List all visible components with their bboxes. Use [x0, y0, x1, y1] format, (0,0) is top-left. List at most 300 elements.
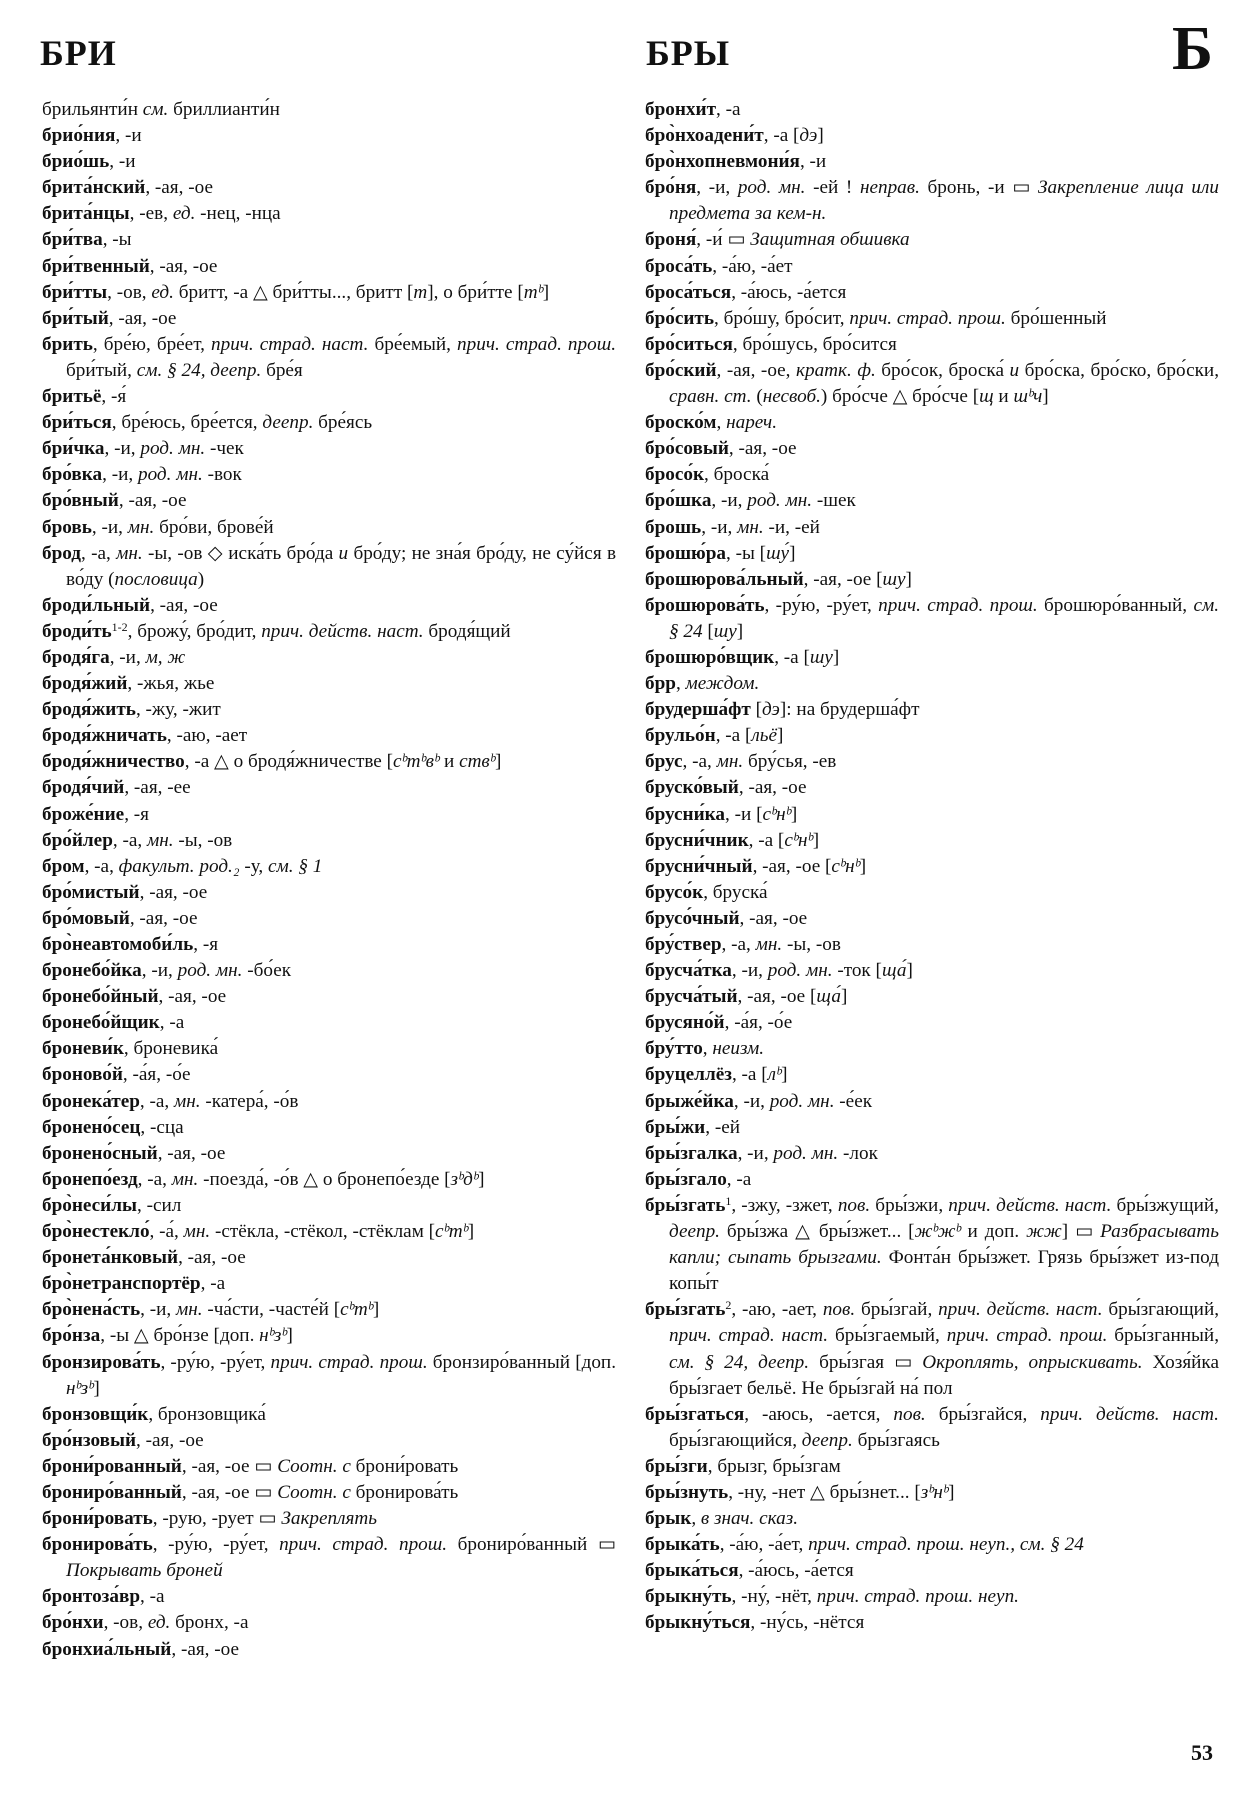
entry-text: , -и, [109, 646, 146, 668]
entry-text: , -ая, -ое [171, 1638, 239, 1660]
entry-text: бриллианти́н [168, 99, 280, 120]
dictionary-entry [42, 1323, 616, 1349]
grammar-note: сравн. ст. [669, 386, 752, 408]
dictionary-entry [645, 306, 1219, 332]
dictionary-entry [645, 567, 1219, 593]
dictionary-entry [42, 306, 616, 332]
entry-text: , -а [159, 1012, 185, 1034]
entry-text: -шек [812, 490, 856, 512]
headword: бродя́жничество [42, 751, 185, 773]
entry-text: -лок [838, 1142, 878, 1164]
headword: бры́згало [645, 1168, 727, 1190]
dictionary-entry [645, 1297, 1219, 1401]
entry-text: бро́ви, брове́й [154, 516, 274, 538]
entry-text: ]: на брудерша́фт [779, 699, 920, 721]
entry-text: , -я [124, 803, 149, 825]
headword: бродя́жить [42, 699, 136, 721]
grammar-note: деепр. [801, 1429, 853, 1451]
headword: брошюрова́льный [645, 568, 804, 590]
grammar-note: cᵇmᵇ [340, 1299, 373, 1321]
entry-text: , -рую, -рует ▭ [152, 1508, 282, 1530]
entry-text: -бо́ек [242, 960, 292, 982]
headword: бри́тый [42, 307, 109, 329]
dictionary-entry [645, 97, 1219, 123]
entry-text: , -ая, -ое [ [803, 568, 883, 590]
dictionary-entry [645, 749, 1219, 775]
dictionary-entry [645, 1115, 1219, 1141]
entry-text: , -я́ [101, 386, 127, 408]
dictionary-entry [42, 332, 616, 384]
right-column [645, 97, 1219, 1637]
running-head-right: БРЫ [646, 33, 731, 73]
page-number: 53 [1191, 1740, 1213, 1765]
grammar-note: мн. [146, 829, 174, 851]
grammar-note: мн. [116, 542, 143, 564]
entry-text: ] [93, 1377, 100, 1399]
entry-text: ] [286, 1325, 293, 1347]
headword: брыка́ться [645, 1560, 739, 1582]
entry-text: , -ая, -ое ▭ [181, 1455, 278, 1477]
headword: брошюро́вщик [645, 646, 775, 668]
entry-text: -ы, -ов ◇ иска́ть бро́да [142, 542, 339, 564]
entry-text: , -а [ [748, 829, 785, 851]
entry-text: , -ну́сь, -нётся [750, 1612, 865, 1634]
entry-text: , -а [726, 1168, 752, 1190]
headword: бронебо́йный [42, 986, 159, 1008]
entry-text: , -а [140, 1586, 165, 1608]
headword: бри́чка [42, 438, 105, 460]
dictionary-entry [42, 671, 616, 697]
entry-text: , -ов, [107, 281, 152, 303]
grammar-note: лᵇ [767, 1064, 782, 1086]
section-letter: Б [1172, 15, 1213, 83]
headword: бром [42, 855, 85, 877]
grammar-note: прич. действ. наст. [261, 620, 424, 642]
entry-text: ] [906, 960, 913, 982]
entry-text: ] [467, 1221, 475, 1243]
entry-text: -ы, -ов [173, 829, 233, 851]
entry-text: , -и, [141, 960, 178, 982]
dictionary-entry [42, 97, 616, 123]
grammar-note: ствᵇ [459, 751, 495, 773]
headword: бро́мистый [42, 881, 140, 903]
headword: бруцеллёз [645, 1064, 732, 1086]
entry-text: , броневика́ [123, 1038, 219, 1060]
entry-text: , -и [115, 125, 142, 147]
dictionary-entry [645, 906, 1219, 932]
entry-text: , бруска́ [703, 881, 768, 903]
dictionary-entry [42, 1115, 616, 1141]
dictionary-entry [42, 1089, 616, 1115]
entry-text: бре́ясь [313, 412, 373, 434]
entry-text: ] [781, 1064, 788, 1086]
entry-text: , -и, [733, 1090, 770, 1112]
entry-text: брони́ровать [350, 1455, 459, 1477]
headword: брусо́чный [645, 907, 740, 929]
entry-text: бронирова́ть [350, 1481, 459, 1503]
dictionary-entry [645, 1141, 1219, 1167]
dictionary-entry [645, 332, 1219, 358]
grammar-note: зᵇдᵇ [450, 1168, 479, 1190]
grammar-note: прич. страд. прош. неуп., см. § 24 [808, 1534, 1084, 1556]
grammar-note: сᵇнᵇ [762, 803, 791, 825]
grammar-note: прич. страд. прош. [849, 307, 1006, 329]
entry-text: , -сца [140, 1116, 184, 1138]
running-head-left: БРИ [40, 33, 117, 73]
entry-text: , -и, [91, 516, 128, 538]
dictionary-entry [645, 358, 1219, 410]
grammar-note: Окроплять, опрыскивать. [922, 1351, 1143, 1373]
headword: бро́йлер [42, 829, 113, 851]
headword: броди́ть [42, 620, 112, 642]
entry-text: бры́зжи, [870, 1194, 949, 1216]
dictionary-entry [42, 462, 616, 488]
dictionary-entry [645, 1402, 1219, 1454]
grammar-note: и [1009, 359, 1020, 381]
dictionary-entry [42, 775, 616, 801]
entry-text: -ча́сти, -часте́й [ [202, 1299, 341, 1321]
entry-text: ] [542, 281, 550, 303]
headword: брусо́к [645, 881, 704, 903]
grammar-note: мн. [716, 751, 744, 773]
entry-text: бре́емый, [368, 333, 458, 355]
entry-text: , -и, [737, 1142, 774, 1164]
grammar-note: род. мн. [137, 464, 203, 486]
entry-text: -ы, -ов [782, 934, 841, 955]
headword: броново́й [42, 1064, 123, 1086]
grammar-note: ща́ [816, 986, 841, 1008]
entry-text: , -ну, -нет △ бры́знет... [ [728, 1481, 921, 1503]
grammar-note: пов. [893, 1403, 926, 1425]
headword: броско́м [645, 412, 717, 434]
entry-text: , -а́я, -о́е [724, 1012, 793, 1034]
headword: бро́ня [645, 177, 697, 199]
entry-text: , -а, [137, 1168, 172, 1190]
entry-text: , -ая, -ее [124, 777, 191, 799]
entry-text: , бронзовщика́ [148, 1403, 266, 1425]
entry-text: бронх, -а [170, 1612, 249, 1634]
dictionary-entry [42, 1010, 616, 1036]
entry-text: -у, [239, 855, 268, 877]
dictionary-entry [645, 462, 1219, 488]
grammar-note: Покрывать броней [66, 1560, 223, 1582]
grammar-note: прич. действ. наст. [938, 1299, 1103, 1321]
entry-text: , [691, 1508, 701, 1530]
dictionary-entry [645, 880, 1219, 906]
entry-text: , -а, [721, 934, 756, 955]
dictionary-entry [42, 410, 616, 436]
dictionary-entry [42, 645, 616, 671]
entry-text: бры́зжущий, [1111, 1194, 1219, 1216]
headword: бро́вка [42, 464, 103, 486]
grammar-note: м, ж [145, 646, 186, 668]
grammar-note: род. мн. [767, 960, 833, 982]
dictionary-entry [645, 123, 1219, 149]
dictionary-entry [645, 1089, 1219, 1115]
dictionary-entry [645, 697, 1219, 723]
entry-text: , -ая, -ое [739, 907, 808, 929]
dictionary-entry [645, 280, 1219, 306]
grammar-note: кратк. ф. [796, 359, 876, 381]
entry-text: , -и, [140, 1299, 177, 1321]
headword: бросо́к [645, 464, 705, 486]
grammar-note: прич. страд. прош. неуп. [816, 1586, 1019, 1608]
grammar-note: мн. [737, 516, 764, 538]
entry-text: бры́згающий, [1102, 1299, 1220, 1321]
entry-text: , -а, [139, 1090, 174, 1112]
grammar-note: пов. [822, 1299, 856, 1321]
entry-text: ] [478, 1168, 485, 1190]
grammar-note: прич. страд. наст. [669, 1325, 829, 1347]
grammar-note: род. мн. [140, 438, 206, 460]
entry-text: -е́ек [834, 1090, 873, 1112]
entry-text: , -а, [84, 855, 119, 877]
grammar-note: тᵇ [523, 281, 543, 303]
dictionary-entry [645, 593, 1219, 645]
dictionary-entry [42, 1532, 616, 1584]
entry-text: бритт, -а △ бри́тты..., бритт [ [173, 281, 414, 303]
headword: бри́тва [42, 229, 103, 251]
dictionary-entry [645, 1558, 1219, 1584]
headword: броневи́к [42, 1038, 124, 1060]
dictionary-entry [42, 488, 616, 514]
grammar-note: пословица [114, 568, 198, 590]
dictionary-entry [645, 436, 1219, 462]
grammar-note: жᵇжᵇ [914, 1221, 961, 1243]
dictionary-entry [645, 1584, 1219, 1610]
entry-text: бре́я [261, 359, 303, 381]
grammar-note: сᵇнᵇ [784, 829, 813, 851]
entry-text: Хозя́йка бры́згает бельё. Не бры́згай на́ пол [669, 1351, 1219, 1399]
headword: бры́знуть [645, 1481, 729, 1503]
headword: брошюрова́ть [645, 594, 765, 616]
entry-text: , -жу, -жит [135, 699, 221, 721]
entry-text: бры́згайся, [925, 1403, 1041, 1425]
entry-text: , -ая, -ое [108, 307, 177, 329]
headword: бро́мовый [42, 907, 130, 929]
headword: брусни́чник [645, 829, 749, 851]
grammar-note: см. § 24, деепр. [136, 359, 262, 381]
grammar-note: ед. [151, 281, 174, 303]
headword: бронирова́ть [42, 1534, 153, 1556]
entry-text: бри́тый, [66, 359, 137, 381]
dictionary-entry [42, 984, 616, 1010]
dictionary-entry [42, 854, 616, 880]
grammar-note: Закреплять [281, 1508, 377, 1530]
headword: бри́тты [42, 281, 108, 303]
entry-text: , -и, [102, 464, 138, 486]
headword: бры́згать [645, 1299, 726, 1321]
grammar-note: нареч. [726, 412, 777, 434]
entry-text: , -ая, -ое [150, 594, 218, 616]
dictionary-entry [645, 410, 1219, 436]
entry-text: , -и [799, 151, 827, 173]
headword: бро́сить [645, 307, 715, 329]
headword: бры́зги [645, 1455, 708, 1477]
headword: брыкну́ться [645, 1612, 751, 1634]
entry-text: , -ов, [103, 1612, 148, 1634]
entry-text: , -а́юсь, -а́ется [738, 1560, 854, 1582]
dictionary-entry [42, 175, 616, 201]
entry-text: ] [859, 855, 867, 877]
entry-text: , бре́юсь, бре́ется, [111, 412, 263, 434]
dictionary-entry [42, 1428, 616, 1454]
dictionary-entry [42, 749, 616, 775]
grammar-note: род. мн. [737, 177, 806, 199]
headword: бро́совый [645, 438, 729, 460]
headword: брита́нский [42, 177, 146, 199]
entry-text: , -а [200, 1273, 226, 1295]
headword: брони́рованный [42, 1455, 182, 1477]
grammar-note: мн. [755, 934, 783, 955]
headword: брульо́н [645, 725, 716, 747]
entry-text: , -ая, -ое [139, 881, 208, 903]
dictionary-entry [645, 958, 1219, 984]
dictionary-entry [645, 1506, 1219, 1532]
entry-text: , -и [109, 151, 136, 173]
entry-text: , брызг, бры́згам [707, 1455, 841, 1477]
entry-text: , -а [ [763, 125, 800, 147]
headword: бронено́сный [42, 1142, 158, 1164]
grammar-note: прич. действ. наст. [1040, 1403, 1219, 1425]
headword: бро̀неси́лы [42, 1194, 137, 1216]
headword: бровь [42, 516, 92, 538]
grammar-note: деепр. [669, 1221, 720, 1243]
entry-text: бро́ду; не зна́я бро́ду, не су́йся в во́ду ( [66, 542, 617, 590]
grammar-note: дэ [799, 125, 818, 147]
headword: брусни́чный [645, 855, 753, 877]
dictionary-entry [645, 1454, 1219, 1480]
grammar-note: мн. [183, 1221, 211, 1243]
dictionary-entry [42, 384, 616, 410]
entry-text: ] [790, 803, 798, 825]
headword: броже́ние [42, 803, 125, 825]
headword: бродя́чий [42, 777, 125, 799]
homonym-index: 2 [725, 1298, 732, 1313]
dictionary-entry [42, 254, 616, 280]
entry-text: , -жья, жье [127, 673, 215, 695]
entry-text: , -и, [731, 960, 768, 982]
grammar-note: факульт. род.₂ [118, 855, 240, 877]
headword: брыкну́ть [645, 1586, 732, 1608]
entry-text: , -ая, -ое [ [752, 855, 832, 877]
entry-text: , -ая, -ое [118, 490, 187, 512]
entry-text: , -а́юсь, -а́ется [731, 281, 847, 303]
entry-text: , -ая, -ое [129, 907, 198, 929]
grammar-note: мн. [171, 1168, 199, 1190]
grammar-note: Соотн. с [277, 1455, 351, 1477]
entry-text: , бро́шу, бро́сит, [714, 307, 850, 329]
dictionary-entry [42, 201, 616, 227]
dictionary-entry [42, 280, 616, 306]
entry-text: , -а, [112, 829, 147, 851]
headword: бронзовщи́к [42, 1403, 149, 1425]
dictionary-entry [645, 984, 1219, 1010]
entry-text: бро́сок, броска́ [875, 359, 1010, 381]
dictionary-entry [42, 1062, 616, 1088]
entry-text: , бро́шусь, бро́сится [732, 333, 897, 355]
entry-text: , -а [ [731, 1064, 768, 1086]
entry-text: , -а́я, -о́е [122, 1064, 191, 1086]
grammar-note: ед. [147, 1612, 171, 1634]
headword: бритьё [42, 386, 102, 408]
entry-text: , -а́ю, -а́ет, [719, 1534, 809, 1556]
entry-text: -поезда́, -о́в △ о бронепо́езде [ [198, 1168, 451, 1190]
dictionary-entry [645, 1193, 1219, 1297]
entry-text: , -аю, -ает, [731, 1299, 823, 1321]
headword: брошю́ра [645, 542, 726, 564]
headword: брыка́ть [645, 1534, 720, 1556]
dictionary-entry [645, 828, 1219, 854]
entry-text: , [675, 673, 686, 695]
grammar-note: cᵇmᵇвᵇ [392, 751, 440, 773]
entry-text: , [716, 412, 727, 434]
headword: бруско́вый [645, 777, 739, 799]
grammar-note: ед. [172, 203, 196, 225]
entry-text: , -а [ [774, 646, 810, 668]
grammar-note: род. мн. [773, 1142, 839, 1164]
grammar-note: неизм. [712, 1038, 765, 1060]
dictionary-entry [42, 1036, 616, 1062]
dictionary-entry [42, 436, 616, 462]
entry-text: и [993, 386, 1014, 408]
entry-text: , -аюсь, -ается, [744, 1403, 894, 1425]
headword: бро̀неавтомоби́ль [42, 934, 194, 955]
entry-text: , -ей [705, 1116, 740, 1138]
headword: бро̀нестекло́ [42, 1221, 150, 1243]
headword: брио́ния [42, 125, 116, 147]
entry-text: ] [372, 1299, 380, 1321]
headword: брык [645, 1508, 692, 1530]
dictionary-entry [42, 227, 616, 253]
entry-text: брильянти́н [42, 99, 143, 120]
grammar-note: мн. [176, 1299, 203, 1321]
headword: брус [645, 751, 683, 773]
dictionary-entry [645, 1062, 1219, 1088]
entry-text: -ей ! [805, 177, 860, 199]
entry-text: бры́згающийся, [669, 1429, 802, 1451]
entry-text: , -ру́ю, -ру́ет, [152, 1534, 280, 1556]
entry-text: , [702, 1038, 713, 1060]
entry-text: бро́ска, бро́ско, бро́ски, [1019, 359, 1219, 381]
dictionary-entry [42, 1610, 616, 1636]
headword: бронхиа́льный [42, 1638, 172, 1660]
headword: бру́ствер [645, 934, 722, 955]
entry-text: , -аю, -ает [166, 725, 248, 747]
grammar-note: междом. [685, 673, 760, 695]
headword: брусча́тка [645, 960, 732, 982]
grammar-note: шу́ [766, 542, 790, 564]
headword: бронека́тер [42, 1090, 140, 1112]
grammar-note: прич. страд. прош. [946, 1325, 1108, 1347]
grammar-note: льё [751, 725, 778, 747]
dictionary-entry [42, 1637, 616, 1663]
dictionary-entry [645, 932, 1219, 958]
headword: брод [42, 542, 82, 564]
entry-text: , -а [716, 99, 741, 120]
headword: брони́ровать [42, 1508, 153, 1530]
headword: бры́жи [645, 1116, 706, 1138]
headword: брусча́тый [645, 986, 738, 1008]
entry-text: ) [197, 568, 205, 590]
entry-text: бры́згай, [855, 1299, 939, 1321]
grammar-note: род. мн. [769, 1090, 835, 1112]
entry-text: , -а [ [715, 725, 752, 747]
dictionary-entry [42, 1454, 616, 1480]
dictionary-entry [645, 1532, 1219, 1558]
grammar-note: и [338, 542, 349, 564]
grammar-note: Соотн. с [277, 1481, 351, 1503]
